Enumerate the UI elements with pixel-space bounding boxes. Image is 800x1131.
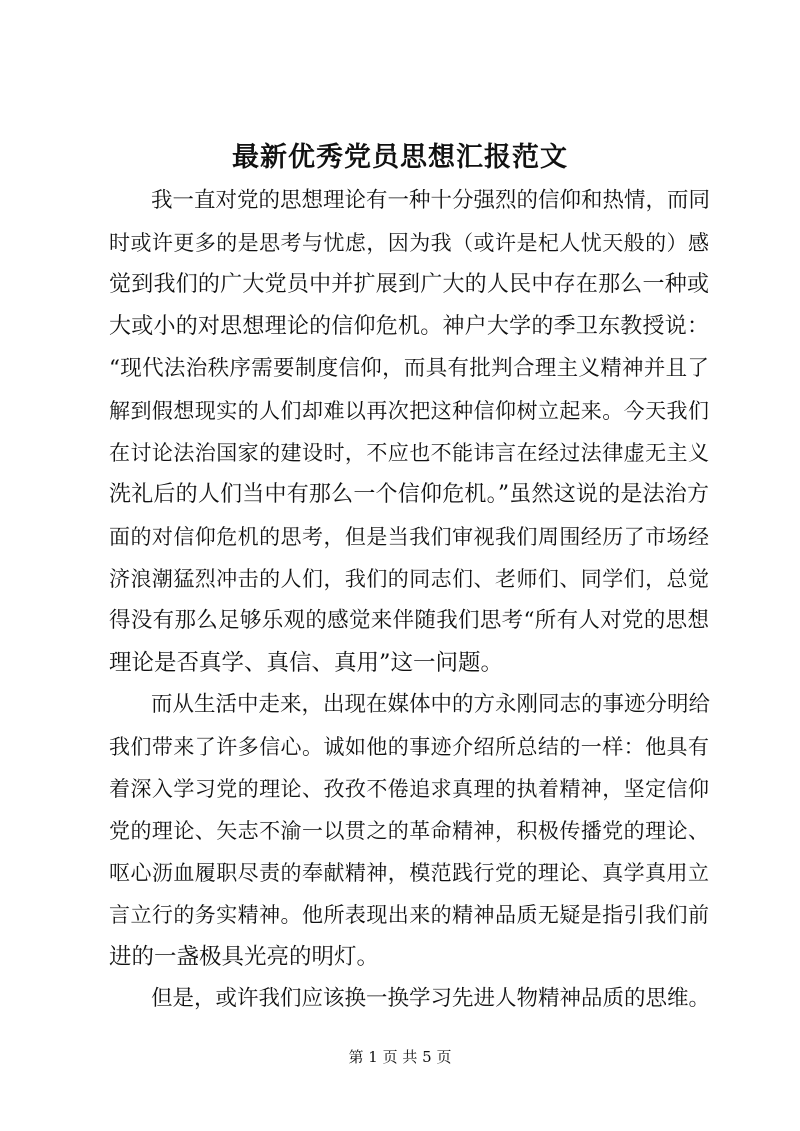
paragraph-2-line-5: 呕心沥血履职尽责的奉献精神，模范践行党的理论、真学真用立 bbox=[109, 861, 709, 885]
paragraph-1-line-3: 觉到我们的广大党员中并扩展到广大的人民中存在那么一种或 bbox=[109, 272, 709, 297]
paragraph-1-line-7: 在讨论法治国家的建设时，不应也不能讳言在经过法律虚无主义 bbox=[109, 441, 709, 465]
paragraph-1-line-9: 面的对信仰危机的思考，但是当我们审视我们周围经历了市场经 bbox=[109, 525, 709, 549]
paragraph-1-line-12: 理论是否真学、真信、真用”这一问题。 bbox=[109, 650, 504, 676]
paragraph-2-line-7: 进的一盏极具光亮的明灯。 bbox=[109, 944, 380, 970]
paragraph-1-line-6: 解到假想现实的人们却难以再次把这种信仰树立起来。今天我们 bbox=[109, 399, 709, 423]
page-footer: 第 1 页 共 5 页 bbox=[348, 1048, 452, 1066]
paragraph-1-line-11: 得没有那么足够乐观的感觉来伴随我们思考“所有人对党的思想 bbox=[109, 608, 709, 633]
paragraph-2-line-4: 党的理论、矢志不渝一以贯之的革命精神，积极传播党的理论、 bbox=[109, 819, 709, 843]
paragraph-2-line-6: 言立行的务实精神。他所表现出来的精神品质无疑是指引我们前 bbox=[109, 903, 709, 927]
paragraph-1-line-2: 时或许更多的是思考与忧虑，因为我（或许是杞人忧天般的）感 bbox=[109, 231, 709, 255]
paragraph-2-line-1: 而从生活中走来，出现在媒体中的方永刚同志的事迹分明给 bbox=[151, 692, 711, 717]
paragraph-2-line-2: 我们带来了许多信心。诚如他的事迹介绍所总结的一样：他具有 bbox=[109, 735, 709, 759]
paragraph-1-line-8: 洗礼后的人们当中有那么一个信仰危机。”虽然这说的是法治方 bbox=[109, 482, 709, 507]
paragraph-1-line-1: 我一直对党的思想理论有一种十分强烈的信仰和热情，而同 bbox=[151, 188, 711, 213]
paragraph-1-line-10: 济浪潮猛烈冲击的人们，我们的同志们、老师们、同学们，总觉 bbox=[109, 567, 709, 591]
paragraph-1-line-5: “现代法治秩序需要制度信仰，而具有批判合理主义精神并且了 bbox=[109, 356, 709, 381]
document-title: 最新优秀党员思想汇报范文 bbox=[232, 142, 568, 173]
paragraph-1-line-4: 大或小的对思想理论的信仰危机。神户大学的季卫东教授说： bbox=[109, 314, 709, 339]
paragraph-3-line-1: 但是，或许我们应该换一换学习先进人物精神品质的思维。 bbox=[151, 986, 711, 1011]
paragraph-2-line-3: 着深入学习党的理论、孜孜不倦追求真理的执着精神，坚定信仰 bbox=[109, 777, 709, 801]
